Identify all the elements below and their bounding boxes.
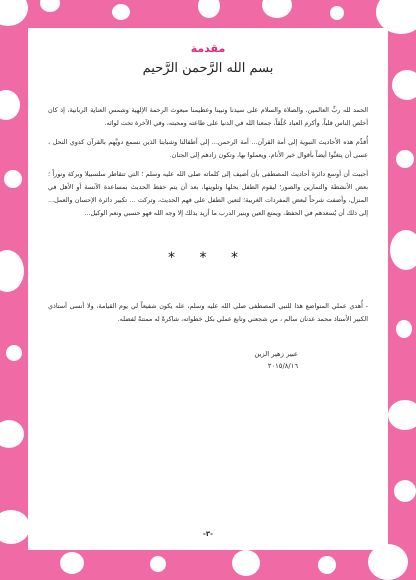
decor-blob: [198, 0, 220, 18]
signature-block: [48, 348, 298, 372]
decor-blob: [0, 510, 30, 544]
document-page: [28, 28, 388, 550]
page-title: مقدمة: [190, 42, 226, 55]
decor-blob: [60, 552, 84, 574]
decor-blob: [330, 6, 344, 20]
decor-blob: [0, 250, 24, 292]
decor-blob: [40, 0, 60, 12]
decor-blob: [0, 90, 20, 120]
decor-blob: [394, 480, 416, 502]
decor-blob: [396, 320, 412, 338]
decor-blob: [150, 556, 166, 572]
author-name: عبير زهير الزين: [254, 350, 298, 358]
paragraph-method: أحببت أن أوسع دائرة أحاديث المصطفى بأن أضيف إلى كلماته صلى الله عليه وسلم ؛ التي تتقاطر سلسبيلا وبركة ونوراً ؛ بعض الأنشطة والتمارين والصور؛ ليقوم الطفل بحلها وتلوينها، بعد أن يتم حفظ الحديث بمساعدة الآنسة أو الأهل في المنزل، وأضفت شرحاً لبعض المفردات الغريبة؛ لتعين الطفل على فهم الحديث، وتركت ... تكبير دائرة الإحسان والعمل... إلى ذلك أن يُسعدهم في الحفظ، ويمتع العين وينير الدرب ما أريد بذلك إلا وجه الله فهو حسبي ونعم الوكيل...: [48, 170, 368, 217]
decor-blob: [0, 0, 28, 26]
decor-blob: [390, 230, 416, 270]
decor-blob: [262, 0, 292, 18]
page-number: -٣-: [202, 530, 214, 538]
decor-blob: [232, 550, 260, 576]
paragraph-dedication-to-youth: أُقدِّم هذه الأحاديث النبوية إلى أمة القرآن... أمة الرحمن... إلى أطفالنا وشبابنا الذين نسمع دويَّهم بالقرآن كدوي النحل ، عسى أن يتغنَّوا أيضاً بأقوال خير الأنام، ويعملوا بها، وتكون زادهم إلى الجنان.: [48, 138, 368, 159]
paragraph-gratitude: - أُهدي عملي المتواضع هذا للنبي المصطفى صلى الله عليه وسلم، عله يكون شفيعاً لي يوم القيامة، ولا أنسى أستاذي الكبير الأستاذ محمد عدنان سالم ، من شجعني وتابع عملي بكل خطواته، شاكرةً له ممتنةً لفضله.: [48, 302, 368, 323]
basmala-heading: بسم الله الرَّحمن الرَّحيم: [142, 61, 274, 76]
decor-blob: [6, 345, 22, 361]
decor-blob: [392, 70, 416, 100]
signature-date: ٢٠١٥/٨/١٦: [267, 362, 298, 370]
paragraph-intro: الحمد لله ربِّ العالمين، والصلاة والسلام على سيدنا ونبينا وعظيمنا مبعوث الرحمة الإلهية وشمس العناية الربانية، إذ كان أخلص الناس قلباً، وأكرم العباد خُلُقاً، جمعنا الله في الدنيا على طاعته ومحبته، وفي الآخرة تحت لوائه.: [48, 106, 368, 127]
decor-blob: [318, 556, 336, 574]
section-divider-stars: * * *: [168, 250, 248, 266]
decor-blob: [4, 170, 22, 188]
decor-blob: [112, 4, 130, 20]
decor-blob: [388, 400, 416, 430]
decor-blob: [0, 420, 24, 448]
decor-blob: [396, 150, 414, 168]
